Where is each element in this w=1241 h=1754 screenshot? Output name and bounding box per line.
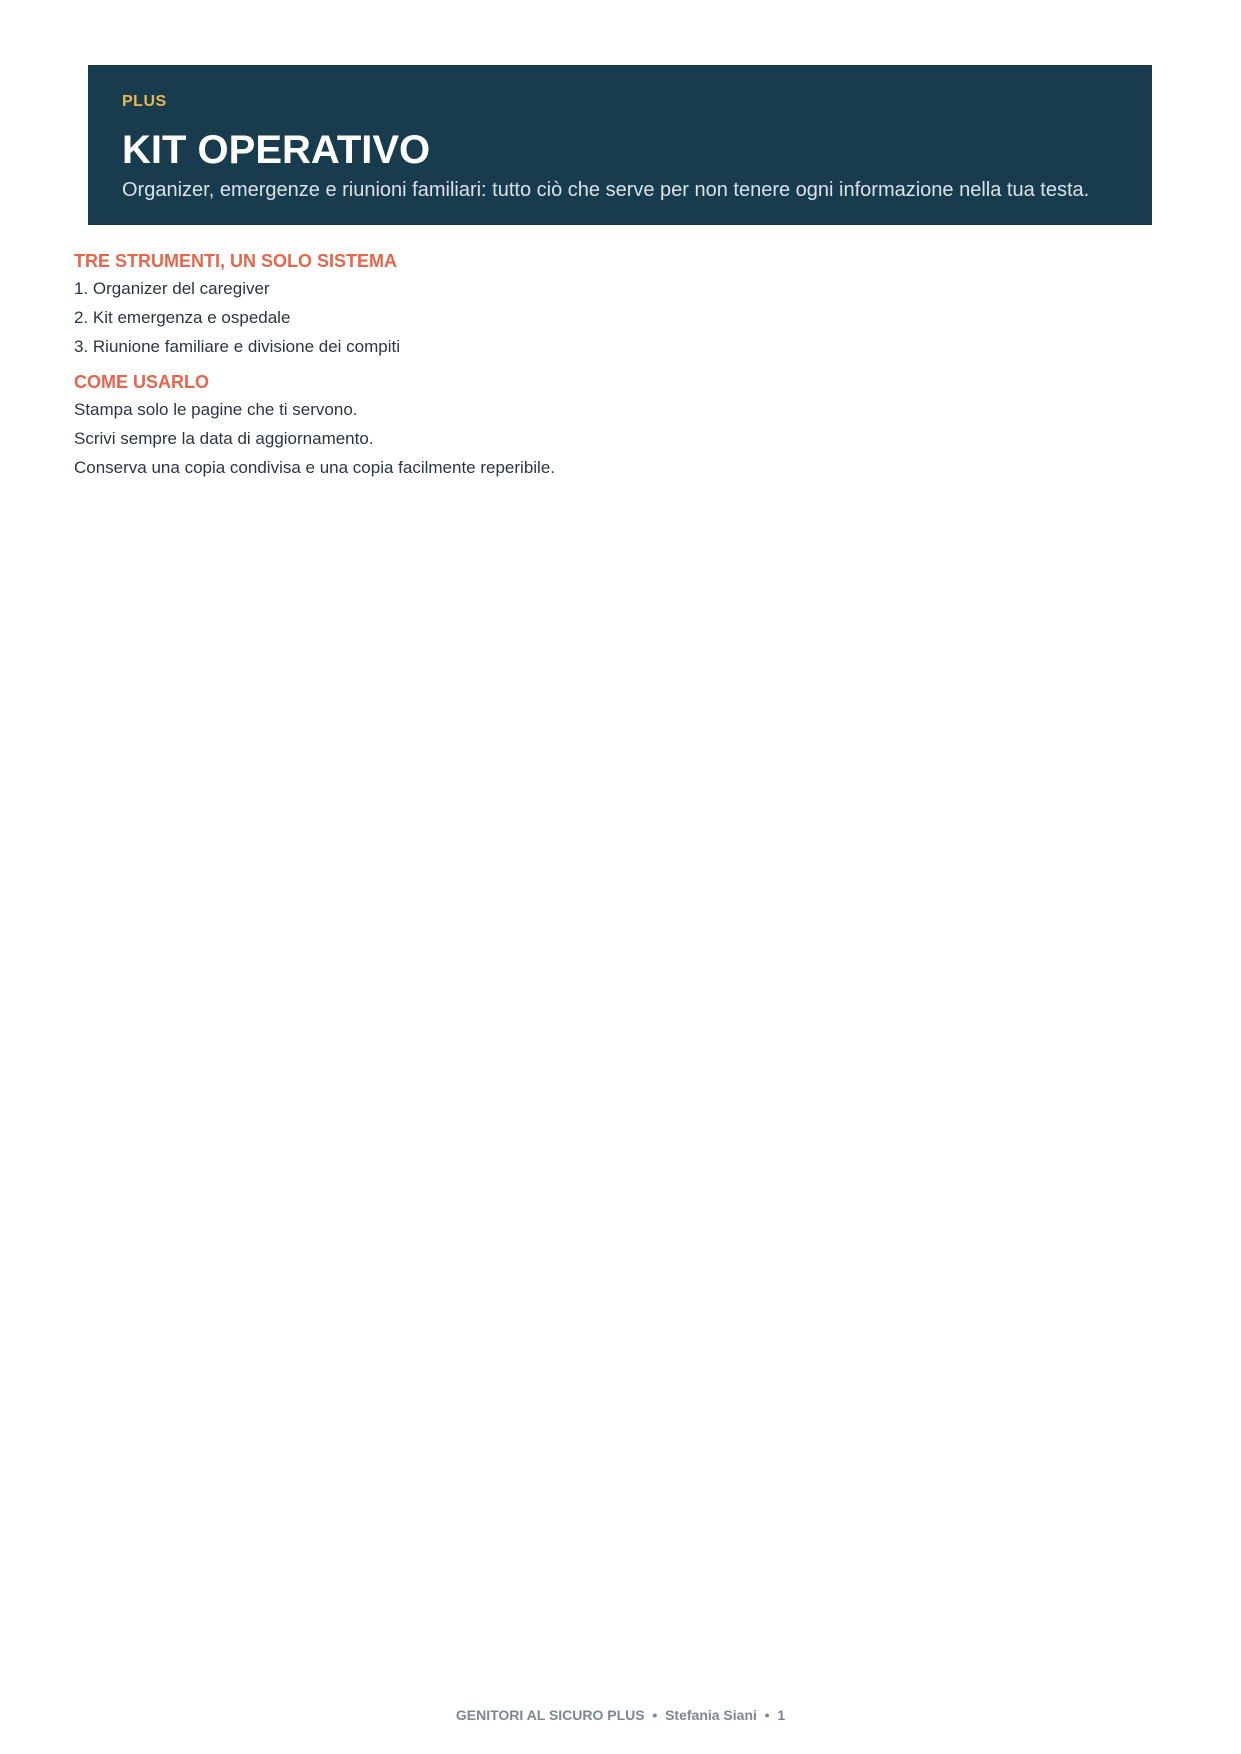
list-item: 1. Organizer del caregiver <box>74 279 270 298</box>
document-content <box>74 248 1164 482</box>
section-title-tools: TRE STRUMENTI, UN SOLO SISTEMA <box>74 251 398 271</box>
usage-line: Conserva una copia condivisa e una copia facilmente reperibile. <box>74 458 556 477</box>
usage-line: Scrivi sempre la data di aggiornamento. <box>74 429 374 448</box>
usage-line: Stampa solo le pagine che ti servono. <box>74 400 358 419</box>
section-tools <box>74 248 1164 361</box>
page-subtitle: Organizer, emergenze e riunioni familiari: tutto ciò che serve per non tenere ogni informazione nella tua testa. <box>122 179 1090 201</box>
section-usage <box>74 369 1164 482</box>
list-item: 3. Riunione familiare e divisione dei compiti <box>74 337 400 356</box>
header-eyebrow: PLUS <box>122 93 167 110</box>
header-banner <box>88 65 1152 225</box>
page-footer: GENITORI AL SICURO PLUS • Stefania Siani • 1 <box>455 1707 786 1723</box>
section-title-usage: COME USARLO <box>74 372 209 392</box>
list-item: 2. Kit emergenza e ospedale <box>74 308 291 327</box>
page-title: KIT OPERATIVO <box>122 128 431 172</box>
tools-list <box>74 274 1164 361</box>
